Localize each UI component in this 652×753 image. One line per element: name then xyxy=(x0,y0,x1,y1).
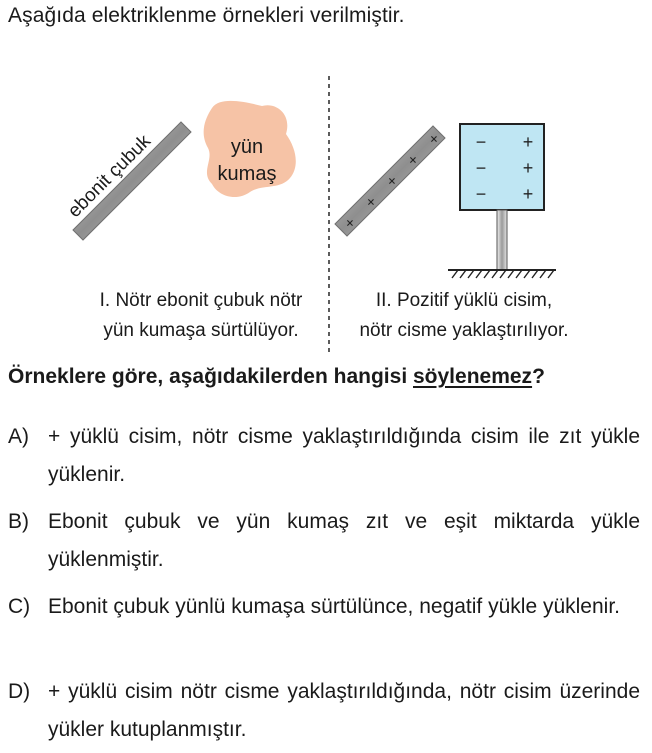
box-charge-minus-2: − xyxy=(475,158,487,178)
caption-2-line1: II. Pozitif yüklü cisim, xyxy=(375,290,553,311)
question-emphasis: söylenemez xyxy=(413,365,533,388)
box-charge-minus-3: − xyxy=(475,184,487,204)
caption-1-line1: I. Nötr ebonit çubuk nötr xyxy=(99,290,303,311)
rod-charge-4: + xyxy=(404,151,423,170)
option-c-text: Ebonit çubuk yünlü kumaşa sürtülünce, negatif yükle yüklenir. xyxy=(48,595,620,618)
option-a[interactable] xyxy=(8,418,640,494)
question-end: ? xyxy=(532,365,545,388)
box-charge-plus-2: + xyxy=(522,158,534,178)
box-charge-plus-3: + xyxy=(522,184,534,204)
wool-label xyxy=(205,134,289,188)
rod-charge-5: + xyxy=(425,130,444,149)
wool-label-line2: kumaş xyxy=(217,163,277,185)
option-c[interactable] xyxy=(8,588,640,626)
figure xyxy=(0,62,652,362)
rod-charge-1: + xyxy=(341,214,360,233)
ground-hatch xyxy=(452,270,554,278)
option-d[interactable] xyxy=(8,673,640,749)
question-text: Örneklere göre, aşağıdakilerden hangisi xyxy=(8,365,413,388)
caption-1-line2: yün kumaşa sürtülüyor. xyxy=(103,320,299,341)
option-d-text: + yüklü cisim nötr cisme yaklaştırıldığında, nötr cisim üzerinde yükler kutuplanmıştır. xyxy=(48,680,640,741)
caption-1 xyxy=(70,286,332,346)
option-d-letter: D) xyxy=(8,680,31,703)
rod-label: ebonit çubuk xyxy=(64,130,156,222)
box-charge-minus-1: − xyxy=(475,132,487,152)
rod-charge-3: + xyxy=(383,172,402,191)
rod-charge-2: + xyxy=(362,193,381,212)
question xyxy=(8,365,545,389)
caption-2 xyxy=(335,286,593,346)
intro-text: Aşağıda elektriklenme örnekleri verilmiştir. xyxy=(8,4,405,27)
option-b-letter: B) xyxy=(8,510,29,533)
option-a-text: + yüklü cisim, nötr cisme yaklaştırıldığında cisim ile zıt yükle yüklenir. xyxy=(48,425,640,486)
option-a-letter: A) xyxy=(8,425,29,448)
option-b[interactable] xyxy=(8,503,640,579)
option-b-text: Ebonit çubuk ve yün kumaş zıt ve eşit miktarda yükle yüklenmiştir. xyxy=(48,510,640,571)
wool-label-line1: yün xyxy=(230,136,264,158)
stand-pole xyxy=(497,210,507,270)
box-charge-plus-1: + xyxy=(522,132,534,152)
caption-2-line2: nötr cisme yaklaştırılıyor. xyxy=(359,320,569,341)
option-c-letter: C) xyxy=(8,595,31,618)
